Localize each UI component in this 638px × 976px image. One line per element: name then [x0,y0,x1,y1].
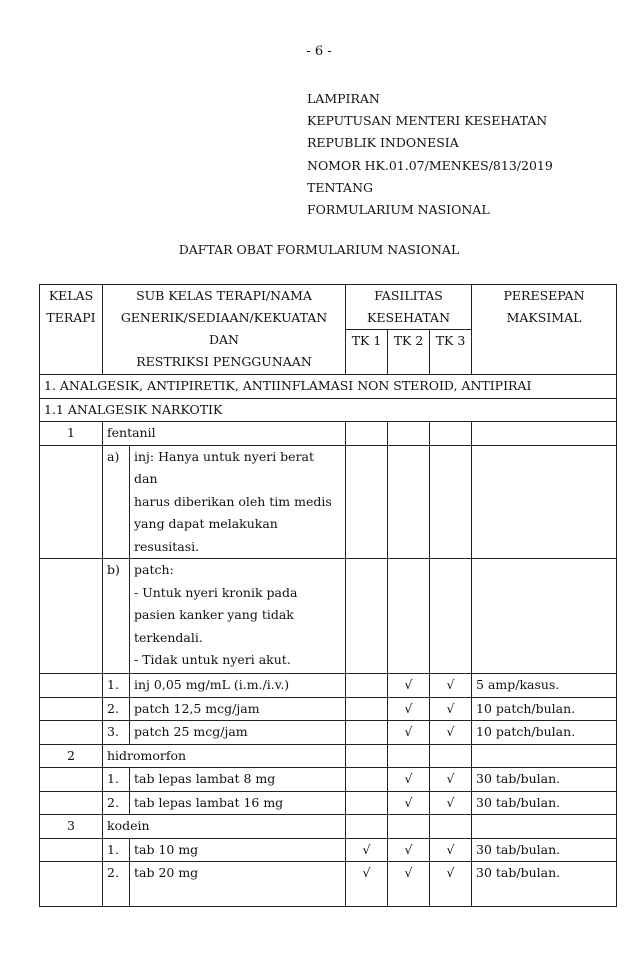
lampiran-line: TENTANG [307,179,374,195]
section-row [40,375,617,399]
note-text: inj: Hanya untuk nyeri berat dan harus diberikan oleh tim medis yang dapat melakukan resusitasi. [130,445,346,559]
drug-name: kodein [103,815,346,839]
header-tk3: TK 3 [430,330,472,375]
lampiran-line: LAMPIRAN [307,91,380,106]
header-fasilitas: FASILITAS KESEHATAN [346,285,472,330]
max-prescription: 5 amp/kasus. [472,674,617,698]
item-number: 2. [103,697,130,721]
drug-name: hidromorfon [103,744,346,768]
lampiran-line: REPUBLIK INDONESIA [307,135,459,151]
table-row [40,862,617,907]
tk1-cell [346,697,388,721]
lampiran-line: NOMOR HK.01.07/MENKES/813/2019 [307,157,553,173]
header-tk2: TK 2 [388,330,430,375]
tk2-check: √ [388,838,430,862]
tk2-check: √ [388,791,430,815]
item-name: patch 12,5 mcg/jam [130,697,346,721]
header-tk1: TK 1 [346,330,388,375]
tk2-check: √ [388,697,430,721]
drug-row [40,744,617,768]
tk3-check: √ [430,674,472,698]
drug-row [40,422,617,446]
table-row [40,791,617,815]
formulary-table [39,284,617,907]
tk3-check: √ [430,838,472,862]
drug-row [40,815,617,839]
tk3-check: √ [430,721,472,745]
drug-number: 2 [40,744,103,768]
note-row [40,559,617,674]
section-row [40,398,617,422]
tk1-cell [346,674,388,698]
item-name: tab lepas lambat 16 mg [130,791,346,815]
item-number: 2. [103,791,130,815]
note-label: a) [103,445,130,559]
item-number: 1. [103,768,130,792]
drug-number: 3 [40,815,103,839]
note-label: b) [103,559,130,674]
max-prescription: 30 tab/bulan. [472,862,617,907]
subsection-title: 1.1 ANALGESIK NARKOTIK [40,398,617,422]
item-name: tab lepas lambat 8 mg [130,768,346,792]
tk2-check: √ [388,768,430,792]
max-prescription: 10 patch/bulan. [472,721,617,745]
item-name: inj 0,05 mg/mL (i.m./i.v.) [130,674,346,698]
lampiran-line: KEPUTUSAN MENTERI KESEHATAN [307,113,548,129]
section-title: 1. ANALGESIK, ANTIPIRETIK, ANTIINFLAMASI NON STEROID, ANTIPIRAI [40,375,617,399]
tk1-cell [346,768,388,792]
tk2-check: √ [388,721,430,745]
max-prescription: 30 tab/bulan. [472,838,617,862]
tk3-check: √ [430,791,472,815]
tk1-check: √ [346,838,388,862]
max-prescription: 30 tab/bulan. [472,768,617,792]
document-title: DAFTAR OBAT FORMULARIUM NASIONAL [178,242,460,257]
item-number: 1. [103,838,130,862]
item-number: 1. [103,674,130,698]
table-header-row [40,285,617,330]
header-kelas-terapi: KELAS TERAPI [40,285,103,375]
note-text: patch: - Untuk nyeri kronik pada pasien kanker yang tidak terkendali. - Tidak untuk nyeri akut. [130,559,346,674]
table-row [40,838,617,862]
lampiran-line: FORMULARIUM NASIONAL [307,202,490,218]
note-row [40,445,617,559]
header-sub-kelas: SUB KELAS TERAPI/NAMA GENERIK/SEDIAAN/KEKUATAN DAN RESTRIKSI PENGGUNAAN [103,285,346,375]
max-prescription: 10 patch/bulan. [472,697,617,721]
lampiran-block [307,88,553,221]
header-peresepan: PERESEPAN MAKSIMAL [472,285,617,375]
table-row [40,768,617,792]
tk1-cell [346,721,388,745]
drug-name: fentanil [103,422,346,446]
table-row [40,674,617,698]
tk1-check: √ [346,862,388,907]
drug-number: 1 [40,422,103,446]
tk2-check: √ [388,862,430,907]
tk2-check: √ [388,674,430,698]
page-number: - 6 - [306,44,332,59]
item-number: 2. [103,862,130,907]
tk1-cell [346,791,388,815]
tk3-check: √ [430,768,472,792]
table-row [40,697,617,721]
item-name: tab 20 mg [130,862,346,907]
item-name: patch 25 mcg/jam [130,721,346,745]
tk3-check: √ [430,697,472,721]
item-number: 3. [103,721,130,745]
item-name: tab 10 mg [130,838,346,862]
max-prescription: 30 tab/bulan. [472,791,617,815]
table-row [40,721,617,745]
tk3-check: √ [430,862,472,907]
